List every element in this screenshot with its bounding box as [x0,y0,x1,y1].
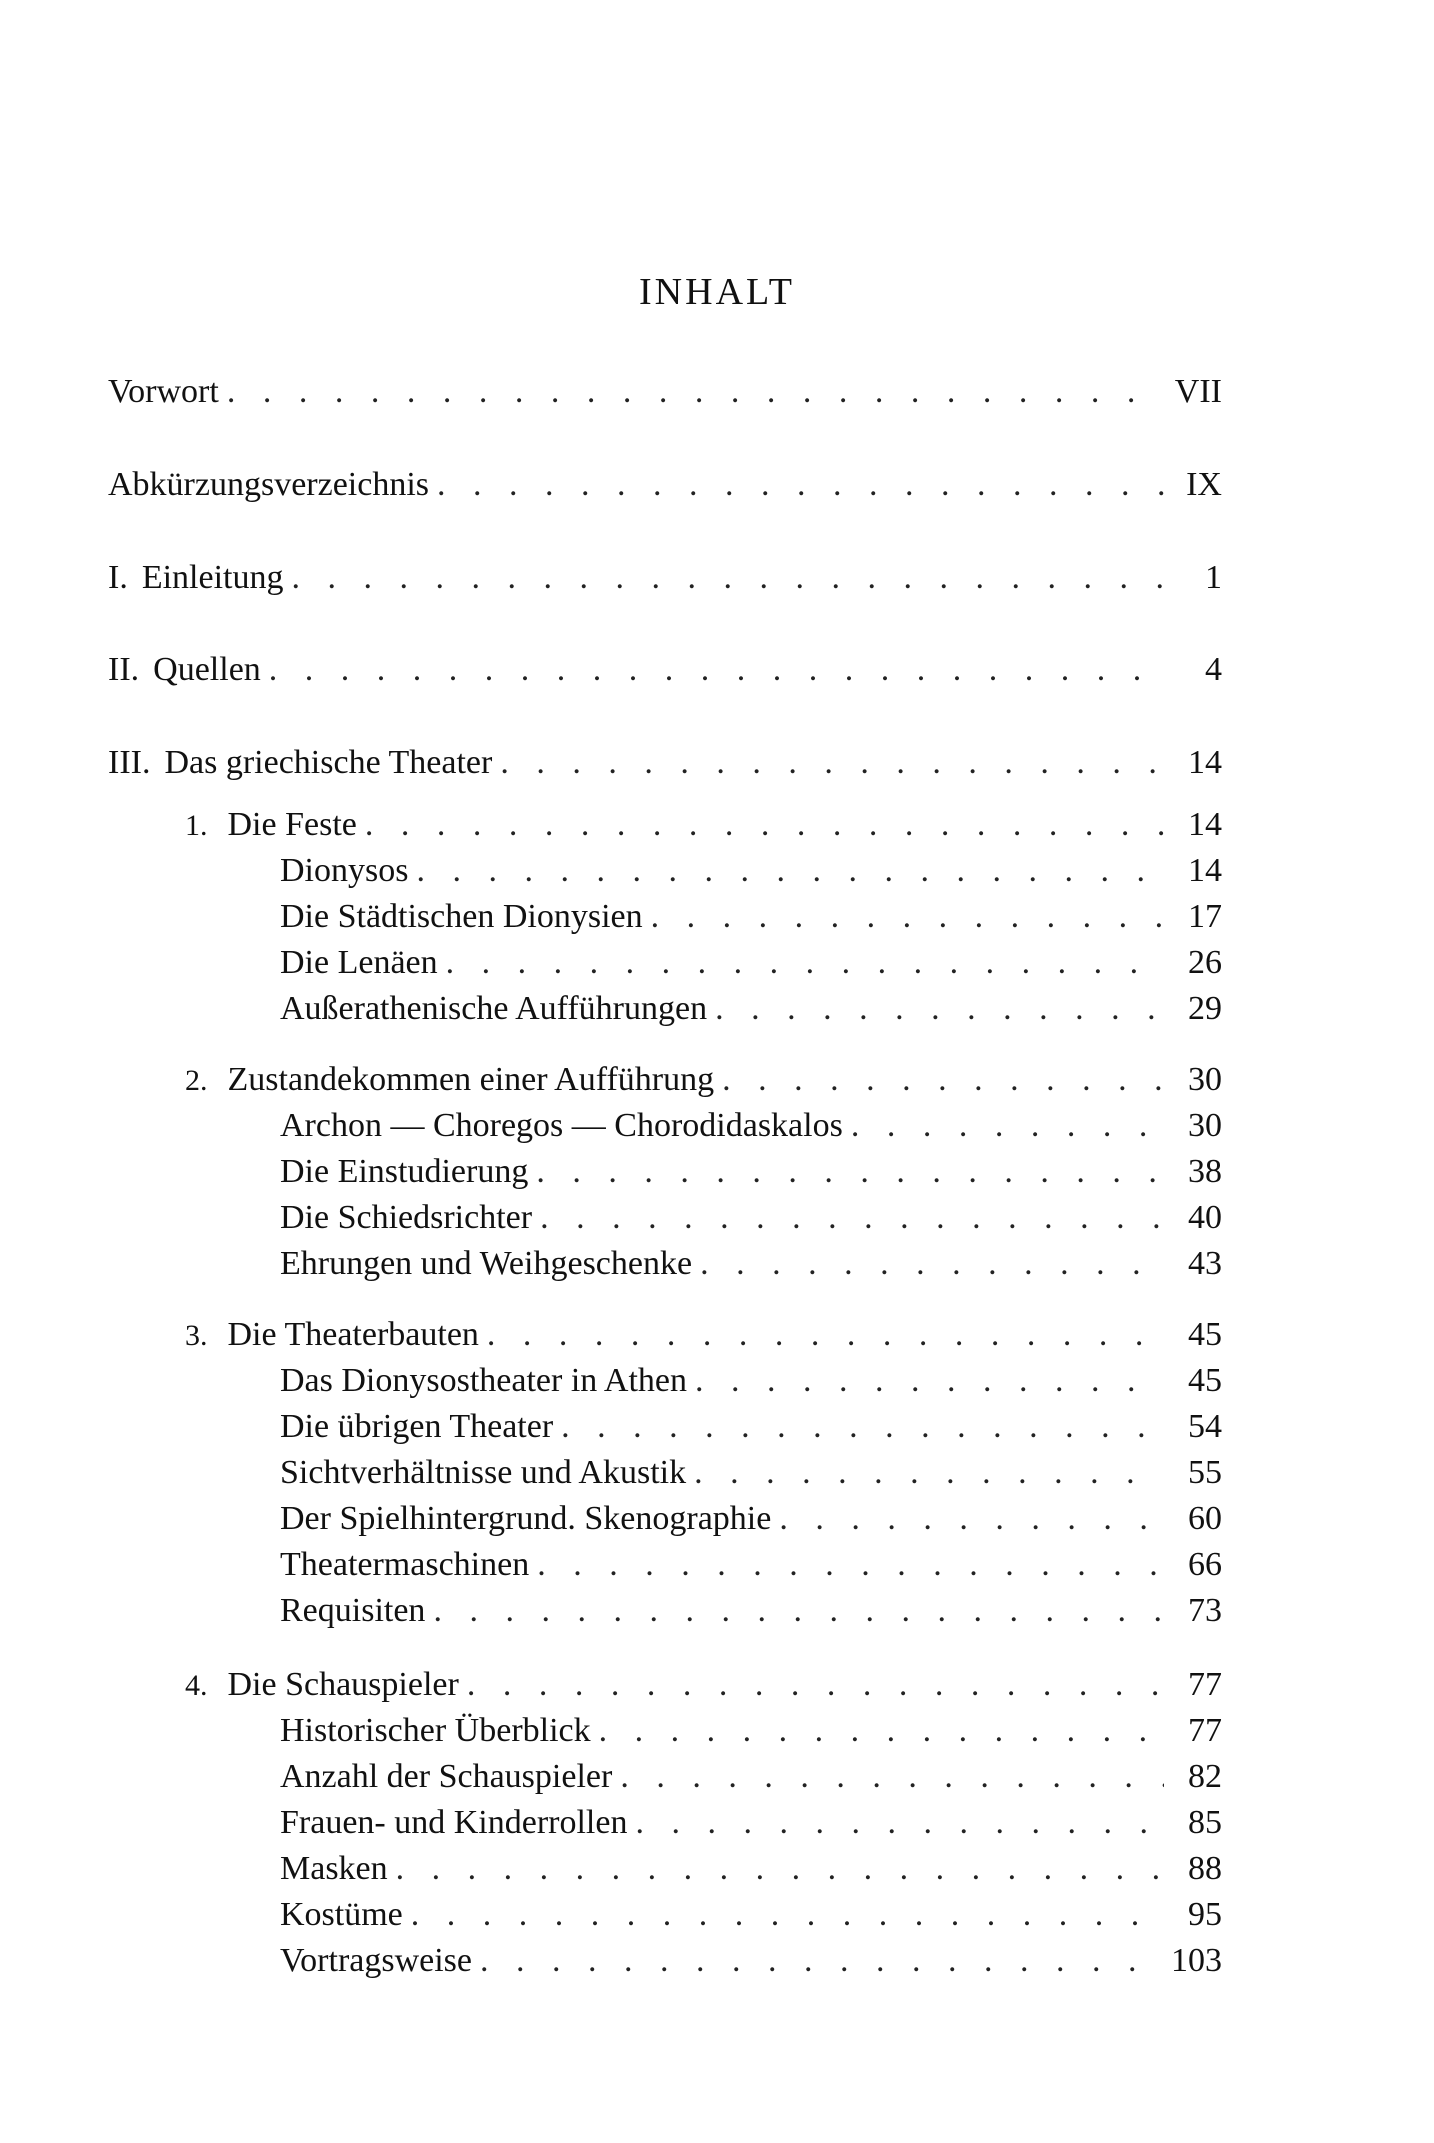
entry-label: Vortragsweise [280,1942,472,1979]
toc-subentry[interactable] [280,1941,1222,1981]
toc-chapter-1[interactable] [108,558,1222,598]
entry-label: Die Einstudierung [280,1153,529,1190]
toc-subentry[interactable] [280,1895,1222,1935]
toc-subentry[interactable] [280,897,1222,937]
toc-subentry[interactable] [280,1198,1222,1238]
entry-page: 55 [1188,1454,1222,1491]
leader-dots [635,1803,1164,1843]
entry-label: Die Schiedsrichter [280,1199,533,1236]
toc-subentry[interactable] [280,943,1222,983]
entry-page: 1 [1205,559,1222,596]
entry-label: Einleitung [141,559,284,596]
leader-dots [695,1361,1164,1401]
leader-dots [537,1545,1164,1585]
entry-label: Die Städtischen Dionysien [280,898,643,935]
entry-label: Sichtverhältnisse und Akustik [280,1454,687,1491]
leader-dots [851,1106,1164,1146]
leader-dots [722,1060,1164,1100]
leader-dots [291,558,1164,598]
entry-page: 77 [1188,1712,1222,1749]
toc-entry-vorwort[interactable] [108,372,1222,412]
entry-page: VII [1174,373,1222,410]
entry-page: 85 [1188,1804,1222,1841]
entry-page: 66 [1188,1546,1222,1583]
chapter-number: II. [108,651,140,688]
leader-dots [561,1407,1164,1447]
toc-entry-abkuerzungsverzeichnis[interactable] [108,465,1222,505]
toc-subentry[interactable] [280,1499,1222,1539]
entry-page: 60 [1188,1500,1222,1537]
toc-subentry[interactable] [280,989,1222,1029]
toc-subentry[interactable] [280,1361,1222,1401]
entry-label: Die übrigen Theater [280,1408,554,1445]
entry-label: Abkürzungsverzeichnis [108,466,430,503]
entry-page: 103 [1171,1942,1222,1979]
entry-page: 14 [1188,852,1222,889]
entry-page: 54 [1188,1408,1222,1445]
leader-dots [487,1315,1164,1355]
entry-label: Theatermaschinen [280,1546,530,1583]
leader-dots [433,1591,1164,1631]
entry-page: 77 [1188,1666,1222,1703]
toc-subentry[interactable] [280,1545,1222,1585]
section-number: 3. [185,1319,208,1352]
leader-dots [620,1757,1164,1797]
entry-page: 95 [1188,1896,1222,1933]
entry-label: Quellen [153,651,261,688]
entry-page: 40 [1188,1199,1222,1236]
entry-page: 30 [1188,1107,1222,1144]
leader-dots [651,897,1164,937]
entry-page: 82 [1188,1758,1222,1795]
entry-page: 30 [1188,1061,1222,1098]
toc-subentry[interactable] [280,1757,1222,1797]
entry-page: 26 [1188,944,1222,981]
entry-page: 38 [1188,1153,1222,1190]
leader-dots [411,1895,1164,1935]
leader-dots [715,989,1164,1029]
entry-label: Ehrungen und Weihgeschenke [280,1245,693,1282]
leader-dots [396,1849,1164,1889]
toc-subentry[interactable] [280,1244,1222,1284]
leader-dots [437,465,1164,505]
toc-section-3[interactable] [185,1315,1222,1356]
toc-section-4[interactable] [185,1665,1222,1706]
entry-label: Historischer Überblick [280,1712,591,1749]
entry-label: Zustandekommen einer Aufführung [227,1061,715,1098]
toc-subentry[interactable] [280,1152,1222,1192]
leader-dots [269,650,1164,690]
entry-label: Der Spielhintergrund. Skenographie [280,1500,772,1537]
entry-page: 45 [1188,1362,1222,1399]
leader-dots [599,1711,1164,1751]
entry-label: Anzahl der Schauspieler [280,1758,613,1795]
entry-label: Archon — Choregos — Chorodidaskalos [280,1107,843,1144]
entry-label: Kostüme [280,1896,403,1933]
entry-page: 29 [1188,990,1222,1027]
entry-page: 88 [1188,1850,1222,1887]
entry-label: Die Feste [227,806,357,843]
page-title: INHALT [639,271,795,313]
entry-label: Vorwort [108,373,219,410]
section-number: 1. [185,809,208,842]
leader-dots [540,1198,1164,1238]
entry-label: Die Schauspieler [227,1666,459,1703]
leader-dots [416,851,1164,891]
section-number: 2. [185,1064,208,1097]
entry-label: Das Dionysostheater in Athen [280,1362,687,1399]
toc-subentry[interactable] [280,1453,1222,1493]
leader-dots [227,372,1164,412]
leader-dots [446,943,1164,983]
entry-label: Masken [280,1850,388,1887]
leader-dots [536,1152,1164,1192]
toc-section-1[interactable] [185,805,1222,846]
leader-dots [700,1244,1164,1284]
chapter-number: III. [108,744,151,781]
entry-page: 17 [1188,898,1222,935]
leader-dots [500,743,1164,783]
toc-subentry[interactable] [280,851,1222,891]
leader-dots [779,1499,1164,1539]
toc-section-2[interactable] [185,1060,1222,1101]
entry-label: Frauen- und Kinderrollen [280,1804,628,1841]
entry-page: 73 [1188,1592,1222,1629]
leader-dots [480,1941,1163,1981]
toc-subentry[interactable] [280,1711,1222,1751]
leader-dots [467,1665,1164,1705]
toc-subentry[interactable] [280,1803,1222,1843]
entry-label: Das griechische Theater [164,744,493,781]
toc-chapter-3[interactable] [108,743,1222,783]
entry-page: 4 [1205,651,1222,688]
toc-subentry[interactable] [280,1849,1222,1889]
entry-label: Dionysos [280,852,409,889]
leader-dots [694,1453,1164,1493]
entry-page: 14 [1188,806,1222,843]
entry-page: 43 [1188,1245,1222,1282]
toc-subentry[interactable] [280,1591,1222,1631]
entry-label: Außerathenische Aufführungen [280,990,708,1027]
chapter-number: I. [108,559,128,596]
entry-label: Die Theaterbauten [227,1316,479,1353]
entry-label: Die Lenäen [280,944,438,981]
section-number: 4. [185,1669,208,1702]
entry-page: 45 [1188,1316,1222,1353]
entry-label: Requisiten [280,1592,426,1629]
toc-chapter-2[interactable] [108,650,1222,690]
leader-dots [365,805,1164,845]
entry-page: 14 [1188,744,1222,781]
toc-subentry[interactable] [280,1407,1222,1447]
entry-page: IX [1186,466,1222,503]
toc-subentry[interactable] [280,1106,1222,1146]
